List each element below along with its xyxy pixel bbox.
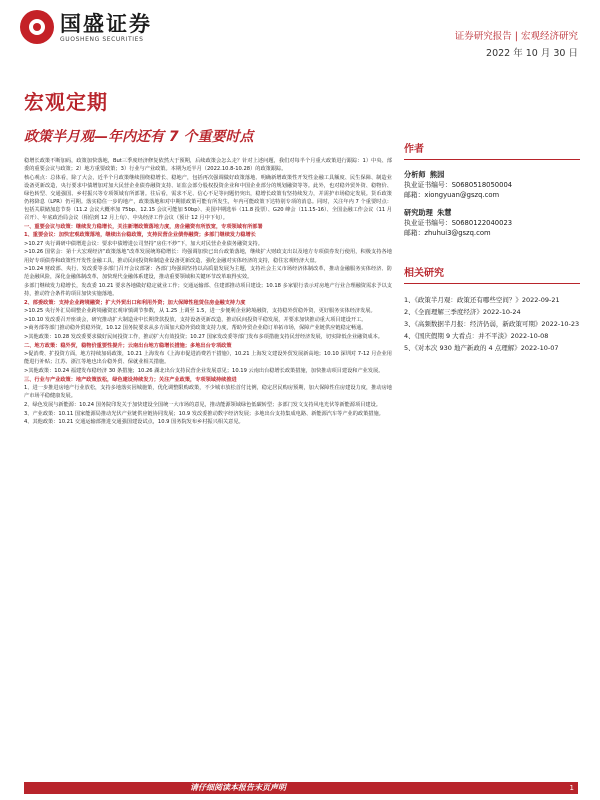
footer-bar [24,782,578,794]
logo-mark-icon [20,10,54,44]
sidebar [404,140,580,354]
page-title: 宏观定期 [24,90,108,114]
body-paragraph: >10.27 央行调研中债增进会议：要求中债增进公司坚持“房住不炒”下，加大对民营企业债务融资支持。 [24,240,263,247]
body-paragraph: >商务部等部门推动稳外贸稳外资，10.12 国务院要求从多方面加大稳外贸政策支持力度，帮助外贸企业稳订单拓市场，保障产业链供应链稳定畅通。 [24,325,367,332]
body-paragraph: 核心观点：总体看，除了大会，近半个月政策继续围绕稳增长、稳地产，包括再次强调做好政策落地、明确新增政策性开发性金融工具额度、民生保障、制造业设备更新改造，央行要求中债增加对加大民营企业债券融资支持、证监会部分股权投资企业和中国企业部分的规划融资等等。此外，也对稳外贸外资、稳物价、绿色转型、交通强国、乡村振兴等专项领域有所部署。往后看，需求不足、信心不足等问题仍突出，稳增长政策有坚持续发力，并需护市场稳定发展。货币政策仍将降息（LPR）仍可期。落实稳住一步的地产，政策落地和对中期银政策可能有所发生，年内可能政策下达特别专项的消息。同时，关注年内 7 个重要时点：包括关联储加息节奏（11.2 会议大概率加 75bp、12.15 会议可能加 50bp）、美国中期选举（11.8 投票）、G20 峰会（11.15-16）、全国金融工作会议（11 月召开）、年底政治局会议（相信到 12 月上旬）、中央经济工作会议（预计 12 月中下旬）。 [24,174,392,221]
company-logo [20,10,152,44]
related-report-link[interactable]: 4、《国庆假期 9 大看点：并不平淡》2022-10-08 [404,332,549,340]
author-cert: 执业证书编号：S0680122040023 [404,219,513,227]
section-heading: 2、部委政策：支持企业跨境融资；扩大外贸出口和利用外资；加大保障性租赁住房金融支持力度 [24,299,246,306]
related-report-link[interactable]: 5、《对本次 930 地产新政的 4 点理解》2022-10-07 [404,344,559,352]
author-block [404,170,580,200]
report-type: 证券研究报告 | 宏观经济研究 [454,31,578,42]
section-heading: 三、行业与产业政策：地产政策放松，绿色建设持续发力；关注产业政策，专项领域持续推进 [24,376,237,383]
logo-cn-text: 国盛证券 [60,11,152,36]
related-report-link[interactable]: 3、《高频数据半月报：经济仍弱，新政策可期》2022-10-23 [404,320,580,328]
section-heading: 1、重要会议：加快宏观政策落地，继续出台稳政策，支持民营企业债券融资；多部门继续发力稳增长 [24,232,256,239]
body-paragraph: 稳增长政策不断加码，政策加快落地，But三季度经济修复依然大于预期，后续政策会怎么走？针对上述问题，我们对每半个月重大政策进行跟踪：1）中央、部委的重要会议与政策；2）地方重要政策；3）行业与产业政策。本期为近半月（2022.10.8-10.28）的政策跟踪。 [24,158,392,173]
related-report-link[interactable]: 2、《全面理解三季度经济》2022-10-24 [404,308,521,316]
author-email[interactable]: 邮箱：xiongyuan@gszq.com [404,191,500,199]
author-role: 研究助理 [404,208,433,217]
report-subtitle: 政策半月观—年内还有 7 个重要时点 [24,129,254,145]
related-heading: 相关研究 [404,264,580,284]
body-paragraph: >其他政策：10.28 发改委要求做好民间投资工作，推动扩大有效投资；10.27 国家发改委等部门发布多项措施支持民营经济发展，切实降低企业融资成本。 [24,334,383,341]
author-name: 朱慧 [437,208,452,217]
logo-en-text: GUOSHENG SECURITIES [60,35,144,43]
report-body [24,157,392,785]
footer-disclaimer: 请仔细阅读本报告末页声明 [190,783,286,792]
author-name: 熊园 [429,170,445,179]
body-paragraph: 3、产业政策：10.11 国家能源局推动光伏产业链供应链协同发展；10.9 发改委推动数字经济发展；多地出台支持集成电路、新能源汽车等产业的政策措施。 [24,410,384,417]
section-heading: 一、重要会议与政策：继续发力稳增长，关注新增政策落地力度，房企融资有所放宽，专项领域有所部署 [24,223,263,230]
body-paragraph: 2、绿色发展与新能源：10.24 国务院印发关于加快建设全国统一大市场的意见，推动能源领域绿色低碳转型；多部门发文支持风电光伏等新能源项目建设。 [24,402,381,409]
section-heading: 二、地方政策：稳外贸，稳物价重要性提升；云南出台地方稳增长措施；多地出台专项政策 [24,342,232,349]
page-number: 1 [569,784,574,792]
body-paragraph: >10.25 央行外汇局调整企业跨境融资宏观审慎调节参数，从 1.25 上调至 1.5，进一步便利企业跨境融资，支持稳外贸稳外资，更好服务实体经济发展。 [24,308,376,315]
authors-heading: 作者 [404,140,580,160]
report-header [0,0,600,64]
body-paragraph: >其他政策：10.24 福建发布稳经济 30 条措施；10.26 湖北出台支持民营企业发展意见；10.19 云南出台稳增长政策措施，加快推动项目建设和产业发展。 [24,368,384,375]
body-paragraph: >促消费、扩投资方面，地方持续加码政策，10.21 上海发布《上海市促进消费若干措施》，10.21 上海发文建设外贸发展新高地；10.10 深圳对 7-12 月企业用能进行补贴；江苏、浙江等地也出台稳外贸、保就业相关措施。 [24,351,392,366]
body-paragraph: >10.10 发改委召开座谈会，研究推动扩大制造业中长期贷款投放，支持设备更新改造，推动民间投资平稳发展，并要求加快推动重大项目建设开工。 [24,316,367,323]
author-block [404,208,580,238]
body-paragraph: >10.26 国常会：第十大宏观经济“政策落地”改革发展统筹稳增长：均强调加快已出台政策落地，继续扩大财政支出以及地方专项债券发行使用，积极支持各地用好专项债券和政策性开发性金融工具，推动民间投资和制造业设备更新改造，强化金融对实体经济的支持，稳住宏观经济大盘。 [24,249,392,264]
author-role: 分析师 [404,170,426,179]
author-email[interactable]: 邮箱：zhuhui3@gszq.com [404,229,491,237]
report-date: 2022 年 10 月 30 日 [486,48,578,59]
related-report-link[interactable]: 1、《政策半月观：政策还有哪些空间？》2022-09-21 [404,296,560,304]
body-paragraph: 4、其他政策：10.21 交通运输部推进交通强国建设试点，10.9 国务院发布乡村振兴相关意见。 [24,419,244,426]
body-paragraph: >10.24 财政部、央行、发改委等多部门召开会议部署：各部门均强调坚持以高质量发展为主题，支持社会主义市场经济体制改革，推动金融服务实体经济、防范金融风险，深化金融体制改革，加快现代金融体系建设，推动重要领域和关键环节改革取得实效。 [24,266,392,281]
footer [0,780,600,800]
author-cert: 执业证书编号：S0680518050004 [404,181,513,189]
body-paragraph: 1、进一步推进房地产行业放松，支持多地落实因城施策，优化调整限购政策，不少城市放松首付比例，稳定居民购房预期，加大保障性住房建设力度，推动房地产市场平稳健康发展。 [24,385,392,400]
body-paragraph: 多部门继续发力稳增长，发改委 10.21 要求各地做好稳定就业工作；交通运输部、住建部推动项目建设；10.18 多家银行表示对房地产行业合理融资需求予以支持，推动符合条件的项目加快实施落地。 [24,282,392,297]
